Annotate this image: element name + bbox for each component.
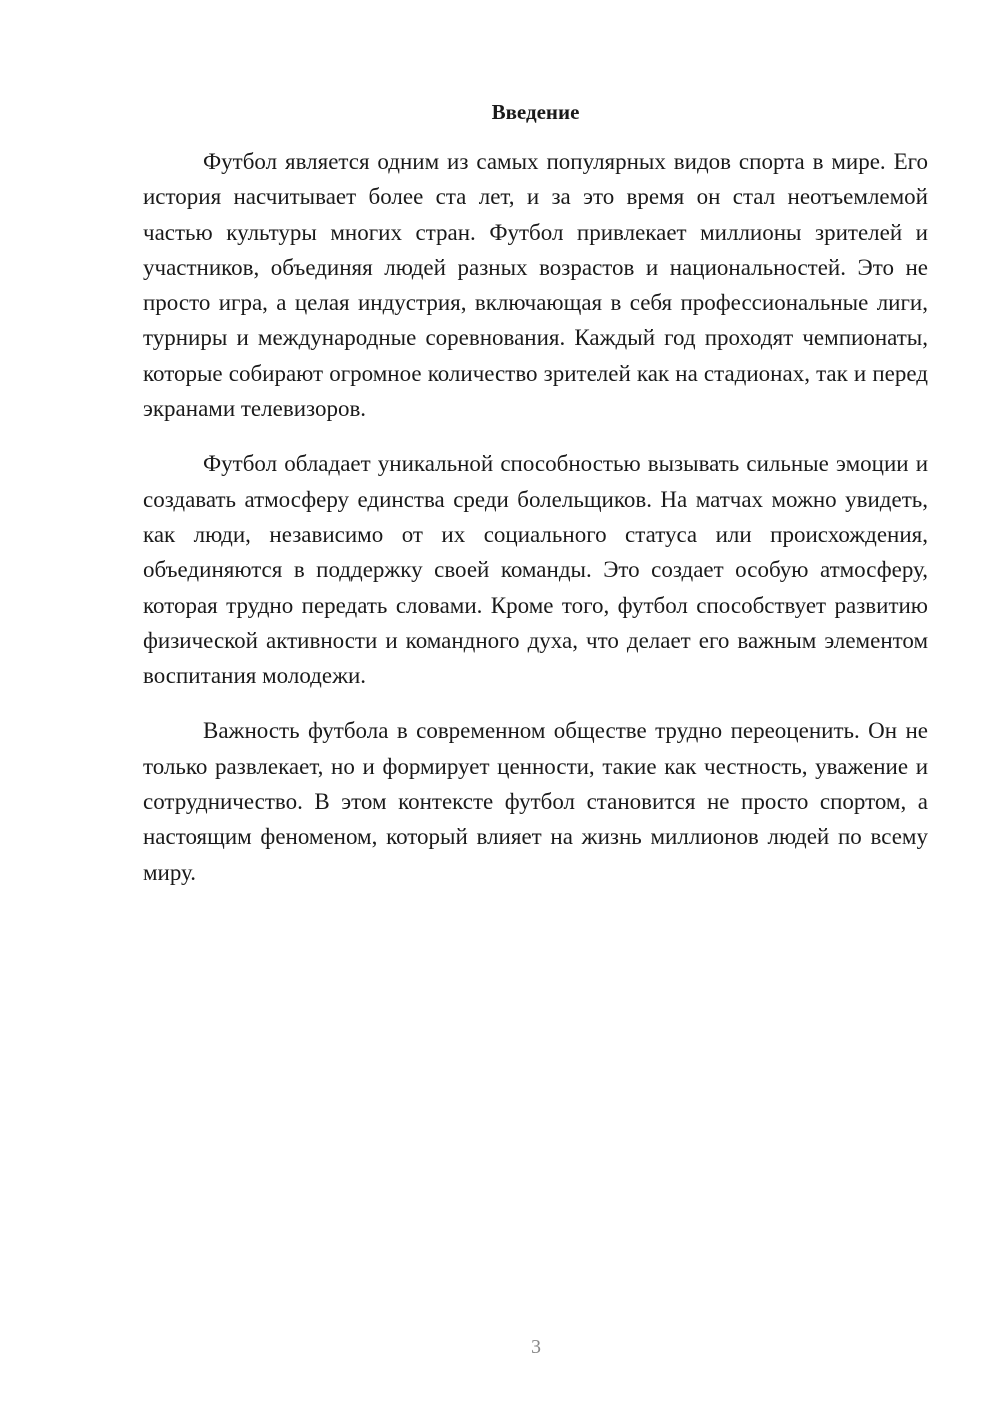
paragraph-3: Важность футбола в современном обществе трудно переоценить. Он не только развлекает, но и формирует ценности, такие как честность, уважение и сотрудничество. В этом контексте футбол становится не просто спортом, а настоящим феноменом, который влияет на жизнь миллионов людей по всему миру.: [143, 718, 928, 885]
paragraph-1: Футбол является одним из самых популярных видов спорта в мире. Его история насчитывает более ста лет, и за это время он стал неотъемлемой частью культуры многих стран. Футбол привлекает миллионы зрителей и участников, объединяя людей разных возрастов и национальностей. Это не просто игра, а целая индустрия, включающая в себя профессиональные лиги, турниры и международные соревнования. Каждый год проходят чемпионаты, которые собирают огромное количество зрителей как на стадионах, так и перед экранами телевизоров.: [143, 149, 928, 422]
body-text: [143, 144, 928, 910]
section-heading: Введение: [491, 100, 580, 124]
paragraph-2: Футбол обладает уникальной способностью вызывать сильные эмоции и создавать атмосферу единства среди болельщиков. На матчах можно увидеть, как люди, независимо от их социального статуса или происхождения, объединяются в поддержку своей команды. Это создает особую атмосферу, которая трудно передать словами. Кроме того, футбол способствует развитию физической активности и командного духа, что делает его важным элементом воспитания молодежи.: [143, 451, 928, 689]
page-number: 3: [531, 1336, 541, 1358]
